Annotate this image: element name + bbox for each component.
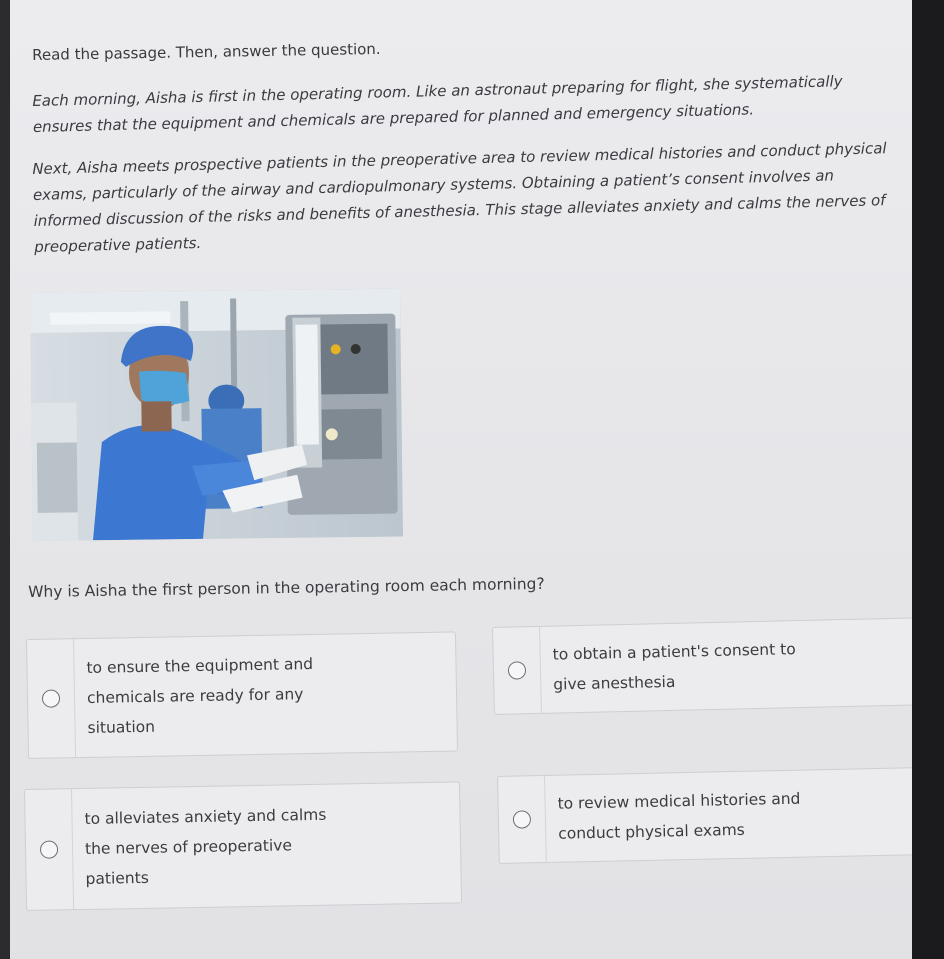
answer-choice-4[interactable] <box>497 767 912 864</box>
screen-bezel-right <box>912 0 944 959</box>
answer-choice-label: to ensure the equipment and chemicals are ready for any situation <box>86 654 314 737</box>
instructions-text: Read the passage. Then, answer the question. <box>32 39 381 64</box>
radio-circle-icon[interactable] <box>513 810 531 828</box>
answer-choice-label: to review medical histories and conduct physical exams <box>557 789 801 843</box>
radio-circle-icon[interactable] <box>40 840 58 858</box>
answer-choice-3[interactable] <box>24 781 462 911</box>
question-text: Why is Aisha the first person in the operating room each morning? <box>28 574 545 601</box>
radio-column <box>493 627 542 714</box>
operating-room-illustration <box>30 288 403 541</box>
anesthesiologist-photo <box>30 288 403 541</box>
radio-circle-icon[interactable] <box>508 661 526 679</box>
radio-circle-icon[interactable] <box>42 689 60 707</box>
answer-choice-2[interactable] <box>492 617 912 715</box>
passage-paragraph-2: Next, Aisha meets prospective patients in the preoperative area to review medical histories and conduct physical exams, particularly of the airway and cardiopulmonary systems. Obtaining a patient’s consent involves an informed discussion of the risks and benefits of anesthesia. This stage alleviates anxiety and calms the nerves of preoperative patients. <box>32 139 887 256</box>
radio-column <box>27 639 76 758</box>
passage-paragraph-1: Each morning, Aisha is first in the operating room. Like an astronaut preparing for flight, she systematically ensures that the equipment and chemicals are prepared for planned and emergency situations. <box>32 72 843 136</box>
radio-column <box>25 789 74 910</box>
answer-choice-label: to alleviates anxiety and calms the nerves of preoperative patients <box>84 805 327 888</box>
radio-column <box>498 776 547 863</box>
answer-choice-1[interactable] <box>26 631 458 758</box>
answer-choice-label: to obtain a patient's consent to give anesthesia <box>552 640 796 694</box>
screen-edge-left <box>0 0 10 959</box>
